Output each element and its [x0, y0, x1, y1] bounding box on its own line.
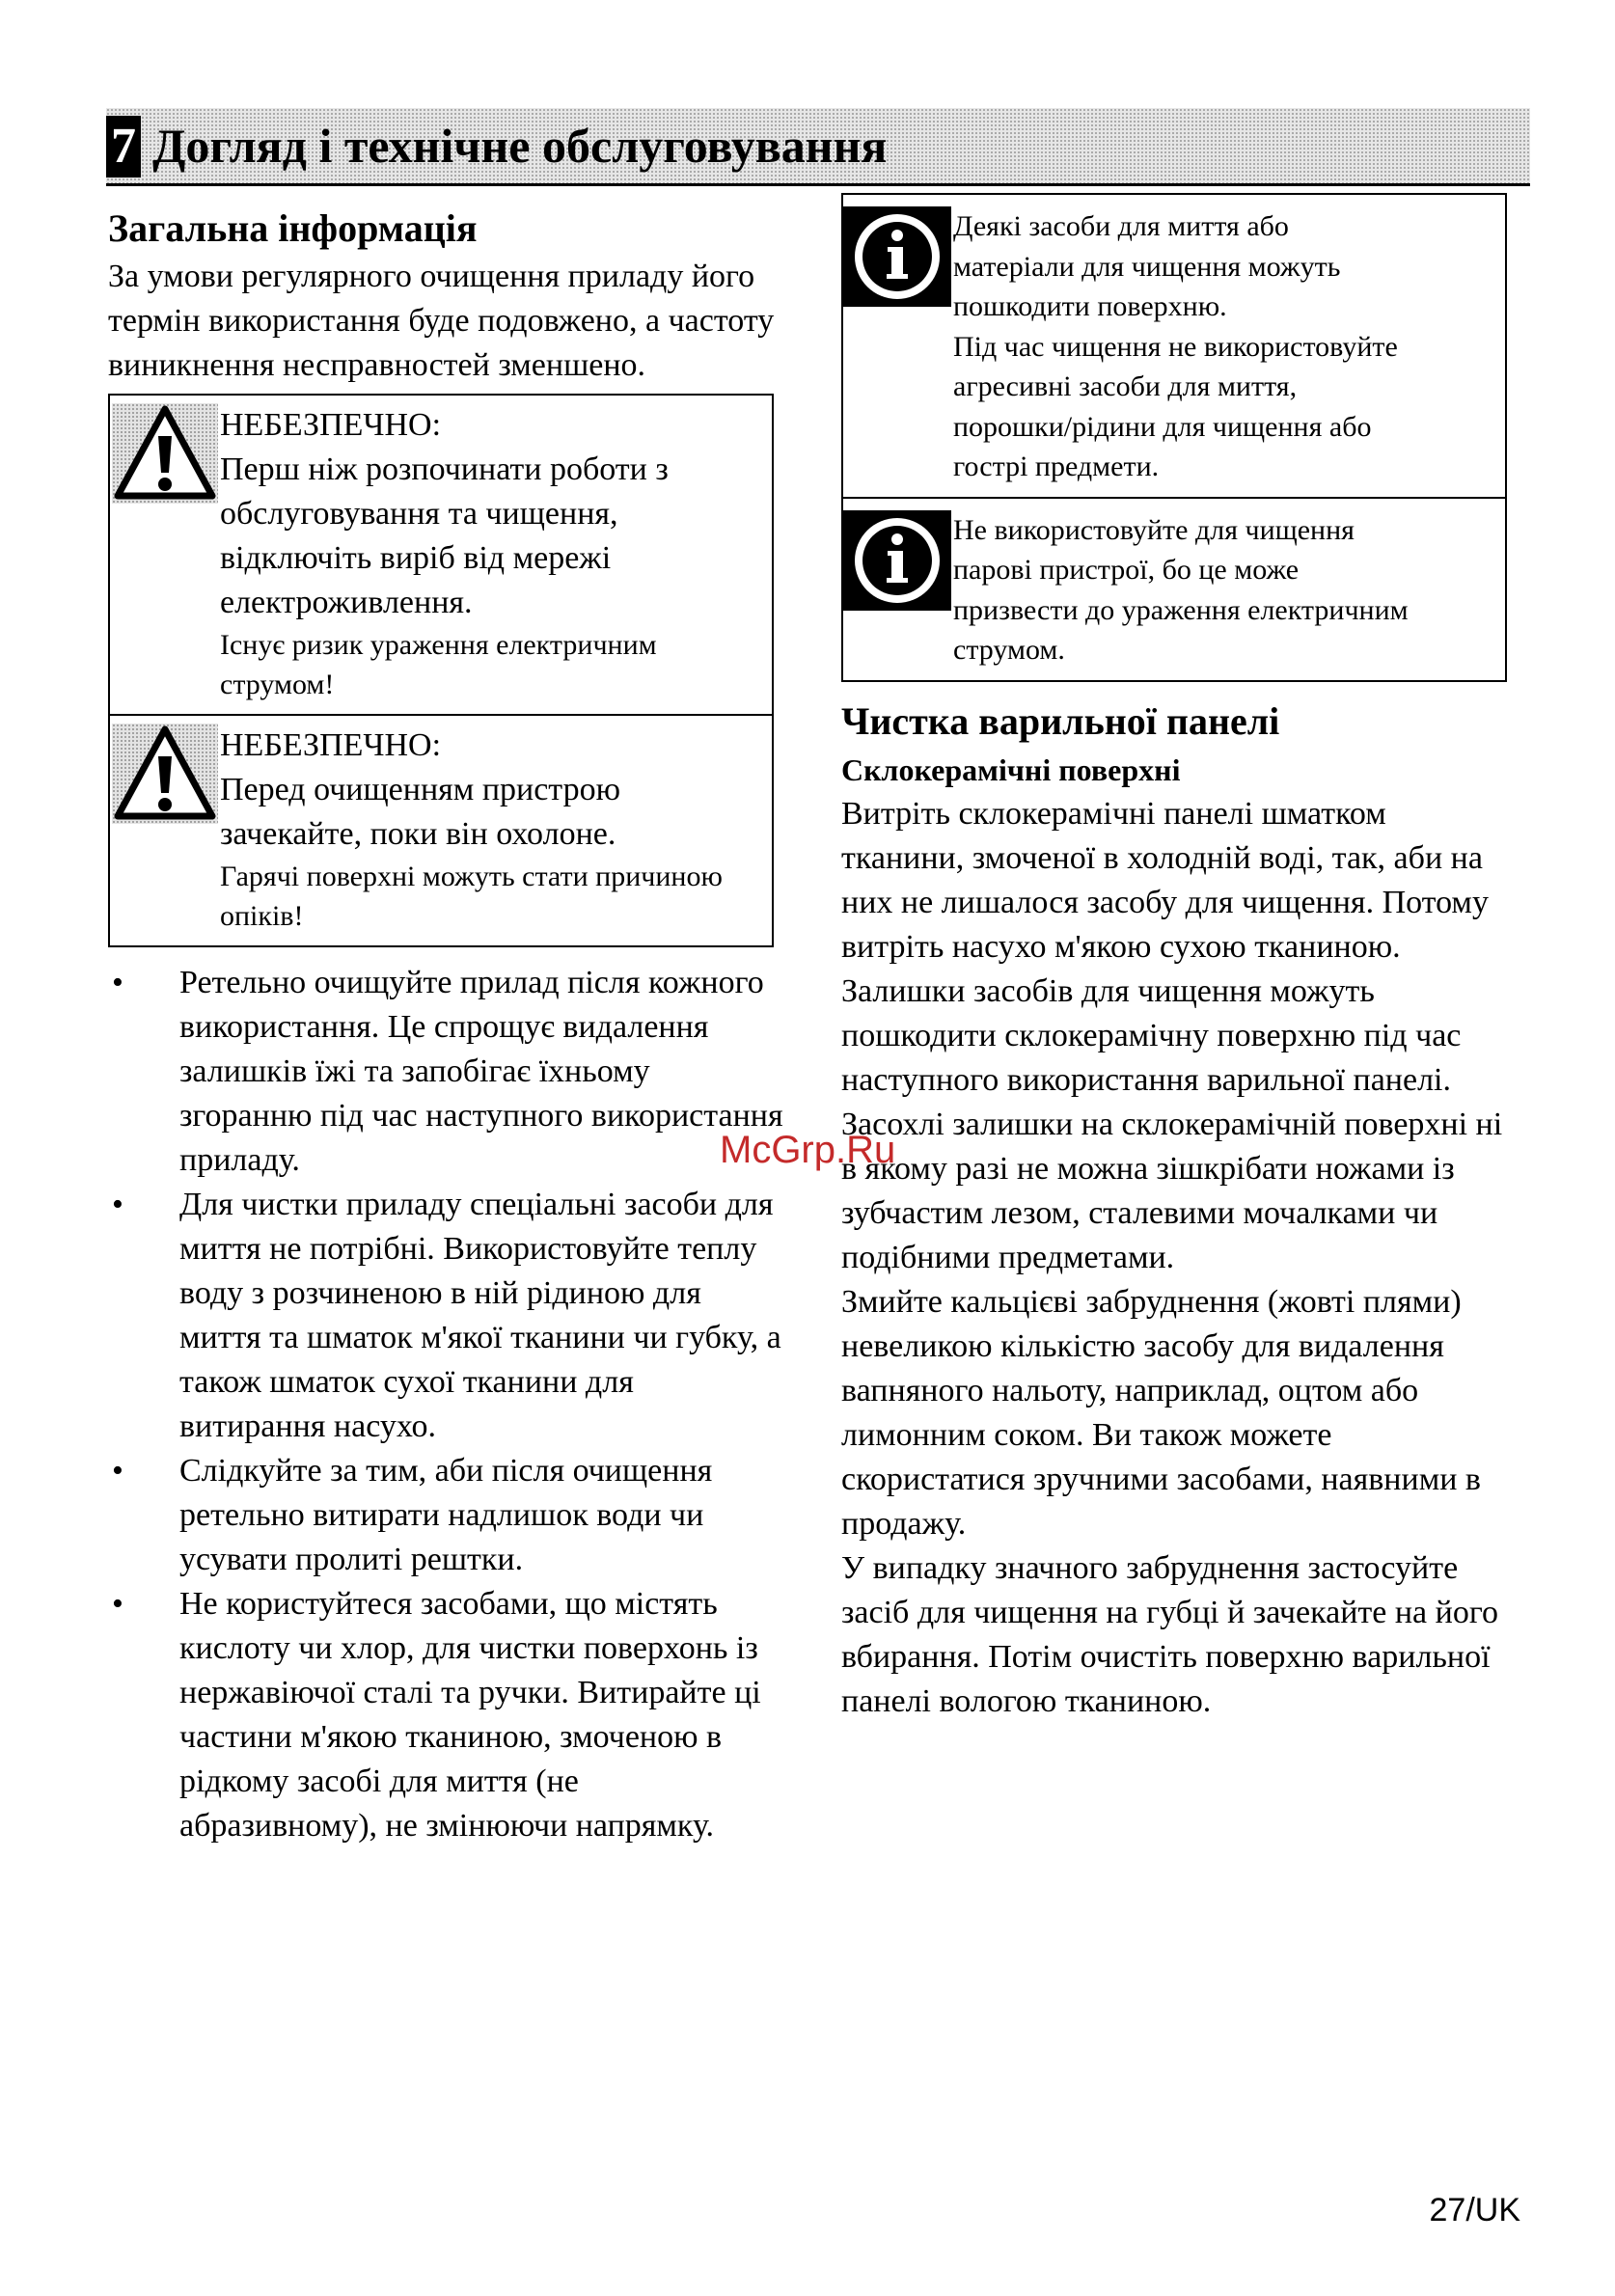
danger-box	[108, 394, 774, 947]
warning-triangle-icon	[112, 724, 218, 824]
chapter-header	[106, 108, 1530, 186]
info-line: парові пристрої, бо це може	[953, 554, 1300, 586]
info-line: Під час чищення не використовуйте	[953, 330, 1398, 363]
list-item-text: Для чистки приладу спеціальні засоби для миття не потрібні. Використовуйте теплу воду з розчиненою в ній рідиною для миття та шматок м'якої тканини чи губку, а також шматок сухої тканини для витирання насухо.	[179, 1187, 781, 1444]
body-paragraph: Засохлі залишки на склокерамічній поверхні ні в якому разі не можна зішкрібати ножами із зубчастим лезом, сталевими мочалками чи подібними предметами.	[841, 1106, 1503, 1275]
info-line: Не використовуйте для чищення	[953, 513, 1355, 546]
danger-item	[110, 396, 772, 714]
bullet-marker: •	[112, 1586, 123, 1622]
info-item	[843, 497, 1505, 680]
info-line: гострі предмети.	[953, 451, 1160, 482]
subheading-glass-ceramic: Склокерамічні поверхні	[841, 752, 1181, 787]
right-column	[841, 193, 1517, 1724]
list-item	[108, 1582, 783, 1848]
danger-title: НЕБЕЗПЕЧНО:	[220, 727, 442, 763]
list-item	[108, 1183, 783, 1449]
danger-text: Перед очищенням пристрою зачекайте, поки він охолоне.	[220, 772, 620, 852]
info-line: матеріали для чищення можуть	[953, 250, 1341, 283]
page-number: 27/UK	[1429, 2192, 1520, 2228]
chapter-title: Догляд і технічне обслуговування	[152, 119, 888, 173]
chapter-number: 7	[106, 116, 141, 178]
info-line: пошкодити поверхню.	[953, 290, 1227, 322]
info-box	[841, 193, 1507, 682]
danger-text: Перш ніж розпочинати роботи з обслуговування та чищення, відключіть виріб від мережі електроживлення.	[220, 451, 669, 620]
body-paragraph: Витріть склокерамічні панелі шматком тканини, змоченої в холодній воді, так, аби на них не лишалося засобу для чищення. Потому витріть насухо м'якою сухою тканиною. Залишки засобів для чищення можуть пошкодити склокерамічну поверхню під час наступного використання варильної панелі.	[841, 795, 1489, 1098]
info-line: агресивні засоби для миття,	[953, 370, 1298, 402]
danger-title: НЕБЕЗПЕЧНО:	[220, 407, 442, 443]
list-item	[108, 961, 783, 1183]
danger-note: Існує ризик ураження електричним струмом!	[220, 629, 657, 700]
info-item	[843, 195, 1505, 497]
info-line: струмом.	[953, 634, 1065, 666]
bullet-marker: •	[112, 1187, 123, 1222]
info-icon	[843, 510, 951, 611]
danger-note: Гарячі поверхні можуть стати причиною опіків!	[220, 861, 723, 932]
body-paragraph: У випадку значного забруднення застосуйте засіб для чищення на губці й зачекайте на його вбирання. Потім очистіть поверхню варильної панелі вологою тканиною.	[841, 1549, 1498, 1719]
info-line: порошки/рідини для чищення або	[953, 410, 1372, 443]
warning-triangle-icon	[112, 403, 218, 504]
info-line: призвести до ураження електричним	[953, 593, 1409, 626]
list-item-text: Не користуйтеся засобами, що містять кислоту чи хлор, для чистки поверхонь із нержавіючої сталі та ручки. Витирайте ці частини м'якою тканиною, змоченою в рідкому засобі для миття (не абразивному), не змінюючи напрямку.	[179, 1586, 761, 1844]
list-item-text: Слідкуйте за тим, аби після очищення ретельно витирати надлишок води чи усувати пролиті рештки.	[179, 1453, 713, 1577]
info-icon	[843, 206, 951, 307]
bullet-marker: •	[112, 965, 123, 1000]
list-item-text: Ретельно очищуйте прилад після кожного використання. Це спрощує видалення залишків їжі та запобігає їхньому згоранню під час наступного використання приладу.	[179, 965, 783, 1178]
section-heading-hob-cleaning: Чистка варильної панелі	[841, 698, 1280, 743]
info-line: Деякі засоби для миття або	[953, 210, 1289, 242]
section-heading-general: Загальна інформація	[108, 206, 478, 250]
watermark: McGrp.Ru	[720, 1129, 896, 1171]
list-item	[108, 1449, 783, 1582]
bullet-marker: •	[112, 1453, 123, 1489]
left-column	[108, 203, 783, 1848]
intro-paragraph: За умови регулярного очищення приладу його термін використання буде подовжено, а частоту виникнення несправностей зменшено.	[108, 259, 775, 383]
care-instructions-list	[108, 961, 783, 1848]
body-paragraph: Змийте кальцієві забруднення (жовті плями) невеликою кількістю засобу для видалення вапняного нальоту, наприклад, оцтом або лимонним соком. Ви також можете скористатися зручними засобами, наявними в продажу.	[841, 1283, 1481, 1542]
danger-item	[110, 714, 772, 945]
